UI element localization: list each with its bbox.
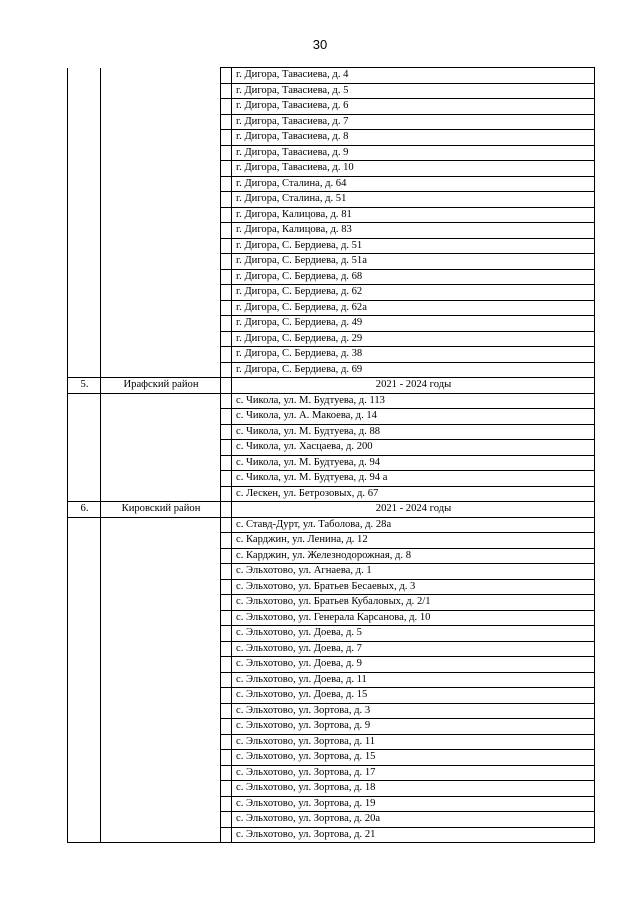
row-number-cell: 5. [68, 378, 101, 394]
district-cell [101, 672, 221, 688]
district-cell [101, 440, 221, 456]
district-cell [101, 610, 221, 626]
address-cell: г. Дигора, Тавасиева, д. 4 [232, 68, 595, 84]
row-number-cell [68, 734, 101, 750]
row-number-cell [68, 455, 101, 471]
row-number-cell [68, 796, 101, 812]
address-cell: г. Дигора, С. Бердиева, д. 68 [232, 269, 595, 285]
address-cell: с. Чикола, ул. М. Будтуева, д. 94 [232, 455, 595, 471]
column-gap [221, 750, 232, 766]
district-cell [101, 114, 221, 130]
district-cell [101, 812, 221, 828]
page-number: 30 [312, 37, 328, 52]
district-cell: Ирафский район [101, 378, 221, 394]
table-row [68, 626, 595, 642]
row-number-cell [68, 564, 101, 580]
column-gap [221, 161, 232, 177]
district-cell [101, 269, 221, 285]
table-row [68, 68, 595, 84]
column-gap [221, 347, 232, 363]
address-cell: г. Дигора, Тавасиева, д. 8 [232, 130, 595, 146]
row-number-cell [68, 238, 101, 254]
address-cell: с. Эльхотово, ул. Доева, д. 15 [232, 688, 595, 704]
row-number-cell [68, 316, 101, 332]
row-number-cell [68, 207, 101, 223]
address-table [67, 67, 595, 843]
address-cell: с. Эльхотово, ул. Доева, д. 9 [232, 657, 595, 673]
address-cell: с. Эльхотово, ул. Зортова, д. 3 [232, 703, 595, 719]
district-cell [101, 347, 221, 363]
row-number-cell [68, 300, 101, 316]
table-row [68, 130, 595, 146]
address-cell: с. Эльхотово, ул. Зортова, д. 19 [232, 796, 595, 812]
table-row [68, 114, 595, 130]
table-row [68, 517, 595, 533]
district-cell [101, 765, 221, 781]
row-number-cell [68, 486, 101, 502]
table-row [68, 719, 595, 735]
district-cell [101, 424, 221, 440]
table-row [68, 548, 595, 564]
district-cell [101, 703, 221, 719]
table-row [68, 703, 595, 719]
address-cell: с. Эльхотово, ул. Доева, д. 7 [232, 641, 595, 657]
column-gap [221, 765, 232, 781]
table-row [68, 362, 595, 378]
table-row [68, 641, 595, 657]
address-cell: с. Эльхотово, ул. Зортова, д. 18 [232, 781, 595, 797]
table-row [68, 579, 595, 595]
address-cell: г. Дигора, Тавасиева, д. 9 [232, 145, 595, 161]
district-cell [101, 393, 221, 409]
row-number-cell [68, 471, 101, 487]
district-cell [101, 471, 221, 487]
column-gap [221, 827, 232, 843]
row-number-cell [68, 68, 101, 84]
row-number-cell [68, 393, 101, 409]
address-cell: г. Дигора, С. Бердиева, д. 51а [232, 254, 595, 270]
table-row [68, 672, 595, 688]
column-gap [221, 579, 232, 595]
table-row [68, 827, 595, 843]
row-number-cell [68, 719, 101, 735]
table-row [68, 393, 595, 409]
table-row [68, 176, 595, 192]
district-cell [101, 486, 221, 502]
row-number-cell [68, 192, 101, 208]
district-cell [101, 781, 221, 797]
district-cell [101, 548, 221, 564]
row-number-cell [68, 750, 101, 766]
row-number-cell [68, 130, 101, 146]
column-gap [221, 254, 232, 270]
district-cell [101, 300, 221, 316]
column-gap [221, 192, 232, 208]
row-number-cell [68, 548, 101, 564]
table-row [68, 688, 595, 704]
table-row [68, 455, 595, 471]
district-cell [101, 579, 221, 595]
row-number-cell [68, 765, 101, 781]
row-number-cell [68, 657, 101, 673]
district-cell [101, 688, 221, 704]
row-number-cell [68, 176, 101, 192]
column-gap [221, 99, 232, 115]
district-cell [101, 626, 221, 642]
column-gap [221, 517, 232, 533]
column-gap [221, 595, 232, 611]
row-number-cell [68, 424, 101, 440]
address-cell: с. Ставд-Дурт, ул. Таболова, д. 28а [232, 517, 595, 533]
column-gap [221, 564, 232, 580]
column-gap [221, 176, 232, 192]
district-cell [101, 223, 221, 239]
table-row [68, 254, 595, 270]
table-row [68, 486, 595, 502]
district-cell [101, 83, 221, 99]
district-cell [101, 796, 221, 812]
address-cell: г. Дигора, С. Бердиева, д. 69 [232, 362, 595, 378]
table-row [68, 750, 595, 766]
table-row [68, 796, 595, 812]
table-row [68, 223, 595, 239]
row-number-cell [68, 827, 101, 843]
district-cell [101, 734, 221, 750]
district-cell [101, 192, 221, 208]
column-gap [221, 626, 232, 642]
table-row [68, 657, 595, 673]
address-cell: г. Дигора, Калицова, д. 81 [232, 207, 595, 223]
column-gap [221, 672, 232, 688]
column-gap [221, 455, 232, 471]
district-cell [101, 207, 221, 223]
row-number-cell [68, 409, 101, 425]
row-number-cell [68, 579, 101, 595]
district-cell [101, 564, 221, 580]
row-number-cell [68, 517, 101, 533]
row-number-cell: 6. [68, 502, 101, 518]
table-row [68, 610, 595, 626]
table-row [68, 564, 595, 580]
address-cell: с. Лескен, ул. Бетрозовых, д. 67 [232, 486, 595, 502]
table-row [68, 734, 595, 750]
row-number-cell [68, 688, 101, 704]
table-row [68, 145, 595, 161]
column-gap [221, 393, 232, 409]
column-gap [221, 703, 232, 719]
column-gap [221, 269, 232, 285]
column-gap [221, 83, 232, 99]
column-gap [221, 719, 232, 735]
row-number-cell [68, 533, 101, 549]
district-cell [101, 455, 221, 471]
district-cell [101, 161, 221, 177]
table-row [68, 238, 595, 254]
address-cell: с. Эльхотово, ул. Доева, д. 11 [232, 672, 595, 688]
address-cell: с. Эльхотово, ул. Зортова, д. 15 [232, 750, 595, 766]
column-gap [221, 145, 232, 161]
row-number-cell [68, 254, 101, 270]
period-row [68, 502, 595, 518]
address-cell: с. Чикола, ул. М. Будтуева, д. 113 [232, 393, 595, 409]
table-row [68, 161, 595, 177]
column-gap [221, 331, 232, 347]
district-cell [101, 99, 221, 115]
row-number-cell [68, 595, 101, 611]
table-row [68, 300, 595, 316]
district-cell [101, 657, 221, 673]
column-gap [221, 207, 232, 223]
district-cell [101, 238, 221, 254]
column-gap [221, 130, 232, 146]
column-gap [221, 688, 232, 704]
address-cell: г. Дигора, Тавасиева, д. 5 [232, 83, 595, 99]
column-gap [221, 424, 232, 440]
address-cell: с. Эльхотово, ул. Зортова, д. 11 [232, 734, 595, 750]
column-gap [221, 409, 232, 425]
address-cell: г. Дигора, С. Бердиева, д. 29 [232, 331, 595, 347]
column-gap [221, 796, 232, 812]
table-row [68, 192, 595, 208]
table-row [68, 595, 595, 611]
column-gap [221, 114, 232, 130]
district-cell [101, 362, 221, 378]
column-gap [221, 471, 232, 487]
row-number-cell [68, 440, 101, 456]
table-row [68, 331, 595, 347]
table-row [68, 471, 595, 487]
row-number-cell [68, 626, 101, 642]
column-gap [221, 486, 232, 502]
table-row [68, 269, 595, 285]
table-row [68, 347, 595, 363]
district-cell [101, 316, 221, 332]
row-number-cell [68, 781, 101, 797]
row-number-cell [68, 114, 101, 130]
row-number-cell [68, 641, 101, 657]
row-number-cell [68, 331, 101, 347]
address-cell: с. Чикола, ул. М. Будтуева, д. 94 а [232, 471, 595, 487]
column-gap [221, 657, 232, 673]
district-cell [101, 176, 221, 192]
district-cell [101, 254, 221, 270]
district-cell [101, 641, 221, 657]
address-cell: с. Карджин, ул. Ленина, д. 12 [232, 533, 595, 549]
column-gap [221, 238, 232, 254]
district-cell [101, 409, 221, 425]
column-gap [221, 316, 232, 332]
table-row [68, 781, 595, 797]
row-number-cell [68, 145, 101, 161]
address-table-body [68, 68, 595, 843]
district-cell [101, 595, 221, 611]
address-cell: с. Эльхотово, ул. Братьев Кубаловых, д. 2/1 [232, 595, 595, 611]
address-cell: г. Дигора, С. Бердиева, д. 51 [232, 238, 595, 254]
address-cell: г. Дигора, С. Бердиева, д. 49 [232, 316, 595, 332]
column-gap [221, 223, 232, 239]
address-cell: с. Чикола, ул. А. Макоева, д. 14 [232, 409, 595, 425]
period-cell: 2021 - 2024 годы [232, 378, 595, 394]
address-cell: с. Эльхотово, ул. Зортова, д. 20а [232, 812, 595, 828]
address-cell: с. Эльхотово, ул. Генерала Карсанова, д. 10 [232, 610, 595, 626]
row-number-cell [68, 83, 101, 99]
district-cell [101, 750, 221, 766]
address-cell: г. Дигора, Калицова, д. 83 [232, 223, 595, 239]
table-row [68, 440, 595, 456]
address-cell: с. Эльхотово, ул. Братьев Бесаевых, д. 3 [232, 579, 595, 595]
row-number-cell [68, 285, 101, 301]
address-cell: г. Дигора, Сталина, д. 64 [232, 176, 595, 192]
district-cell [101, 285, 221, 301]
column-gap [221, 610, 232, 626]
address-cell: г. Дигора, С. Бердиева, д. 62 [232, 285, 595, 301]
period-row [68, 378, 595, 394]
column-gap [221, 285, 232, 301]
column-gap [221, 781, 232, 797]
row-number-cell [68, 347, 101, 363]
address-cell: г. Дигора, Тавасиева, д. 6 [232, 99, 595, 115]
district-cell [101, 130, 221, 146]
column-gap [221, 68, 232, 84]
address-cell: с. Эльхотово, ул. Агнаева, д. 1 [232, 564, 595, 580]
address-cell: с. Эльхотово, ул. Зортова, д. 17 [232, 765, 595, 781]
district-cell [101, 68, 221, 84]
period-cell: 2021 - 2024 годы [232, 502, 595, 518]
row-number-cell [68, 610, 101, 626]
address-cell: с. Чикола, ул. М. Будтуева, д. 88 [232, 424, 595, 440]
district-cell [101, 827, 221, 843]
row-number-cell [68, 99, 101, 115]
address-cell: с. Карджин, ул. Железнодорожная, д. 8 [232, 548, 595, 564]
table-row [68, 812, 595, 828]
row-number-cell [68, 223, 101, 239]
table-row [68, 285, 595, 301]
table-row [68, 765, 595, 781]
column-gap [221, 734, 232, 750]
column-gap [221, 641, 232, 657]
address-cell: г. Дигора, С. Бердиева, д. 38 [232, 347, 595, 363]
column-gap [221, 362, 232, 378]
row-number-cell [68, 672, 101, 688]
row-number-cell [68, 161, 101, 177]
district-cell [101, 533, 221, 549]
district-cell [101, 719, 221, 735]
table-row [68, 83, 595, 99]
address-cell: с. Чикола, ул. Хасцаева, д. 200 [232, 440, 595, 456]
table-row [68, 533, 595, 549]
column-gap [221, 440, 232, 456]
table-row [68, 424, 595, 440]
row-number-cell [68, 812, 101, 828]
column-gap [221, 812, 232, 828]
table-row [68, 316, 595, 332]
district-cell: Кировский район [101, 502, 221, 518]
table-row [68, 207, 595, 223]
address-cell: с. Эльхотово, ул. Доева, д. 5 [232, 626, 595, 642]
address-cell: г. Дигора, Тавасиева, д. 7 [232, 114, 595, 130]
column-gap [221, 378, 232, 394]
address-cell: с. Эльхотово, ул. Зортова, д. 21 [232, 827, 595, 843]
column-gap [221, 300, 232, 316]
row-number-cell [68, 703, 101, 719]
row-number-cell [68, 269, 101, 285]
row-number-cell [68, 362, 101, 378]
address-cell: г. Дигора, С. Бердиева, д. 62а [232, 300, 595, 316]
column-gap [221, 502, 232, 518]
address-cell: г. Дигора, Сталина, д. 51 [232, 192, 595, 208]
address-cell: г. Дигора, Тавасиева, д. 10 [232, 161, 595, 177]
table-row [68, 409, 595, 425]
district-cell [101, 145, 221, 161]
table-row [68, 99, 595, 115]
district-cell [101, 517, 221, 533]
column-gap [221, 548, 232, 564]
district-cell [101, 331, 221, 347]
column-gap [221, 533, 232, 549]
address-cell: с. Эльхотово, ул. Зортова, д. 9 [232, 719, 595, 735]
